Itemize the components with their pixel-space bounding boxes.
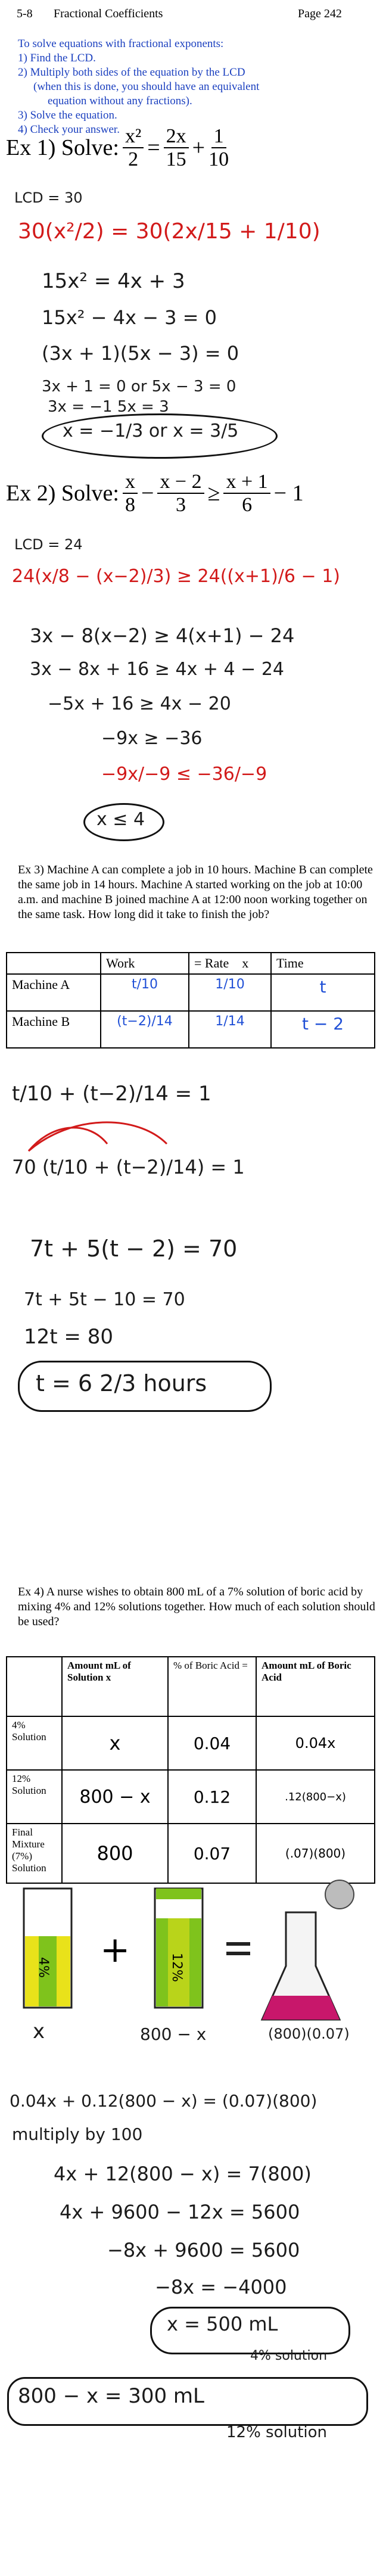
row-name: 12% Solution xyxy=(7,1770,62,1824)
header-amount: Amount mL of Solution x xyxy=(62,1657,168,1716)
ex4-step6: −8x = −4000 xyxy=(155,2276,287,2298)
ex1-step5: 3x = −1 5x = 3 xyxy=(48,398,169,416)
cell-acid: 0.04x xyxy=(256,1716,375,1770)
flask-mixture xyxy=(262,1880,354,2020)
header-acid: Amount mL of Boric Acid xyxy=(256,1657,375,1716)
ex3-step4: 7t + 5t − 10 = 70 xyxy=(24,1289,185,1310)
flask-label: (800)(0.07) xyxy=(268,2026,350,2042)
ex2-lcd: LCD = 24 xyxy=(14,536,83,553)
header-blank xyxy=(7,953,101,974)
intro-lead: To solve equations with fractional exponents: xyxy=(18,38,224,50)
ex1-multiply: 30(x²/2) = 30(2x/15 + 1/10) xyxy=(18,219,320,244)
page-number: Page 242 xyxy=(298,7,342,20)
ex2-label: Ex 2) Solve: xyxy=(6,481,119,506)
beaker-a-label: x xyxy=(33,2020,45,2043)
cell-acid: .12(800−x) xyxy=(256,1770,375,1824)
ex2-minus: − xyxy=(141,481,154,506)
ex2-step3: −5x + 16 ≥ 4x − 20 xyxy=(48,693,231,714)
ex4-step4: 4x + 9600 − 12x = 5600 xyxy=(60,2201,300,2223)
header-work: Work xyxy=(101,953,189,974)
cell-percent: 0.07 xyxy=(168,1824,256,1883)
step-3: 3) Solve the equation. xyxy=(18,109,117,122)
ex3-step2: 70 (t/10 + (t−2)/14) = 1 xyxy=(12,1156,245,1178)
ex2-term-a: $\frac{x}{8}$ xyxy=(123,471,138,517)
row-name: Final Mixture (7%) Solution xyxy=(7,1824,62,1883)
step-2: 2) Multiply both sides of the equation by the LCD xyxy=(18,66,245,79)
ex4-table xyxy=(6,1656,375,1884)
equals-sign xyxy=(226,1942,250,1955)
cell-rate: 1/14 xyxy=(189,1011,271,1048)
header-percent: % of Boric Acid = xyxy=(168,1657,256,1716)
table-header-row xyxy=(7,953,375,974)
ex1-plus: + xyxy=(192,135,206,161)
beaker-4-percent xyxy=(24,1889,71,2008)
ex1-step3: (3x + 1)(5x − 3) = 0 xyxy=(42,342,239,365)
ex4-step5: −8x + 9600 = 5600 xyxy=(107,2239,300,2261)
ex2-ge: ≥ xyxy=(207,481,220,506)
table-row xyxy=(7,1716,375,1770)
ex1-lhs: $\frac{\text{x²}}{2}$ xyxy=(123,125,144,171)
cell-amount: 800 − x xyxy=(62,1770,168,1824)
table-row xyxy=(7,1824,375,1883)
intro-steps xyxy=(18,37,375,137)
ex2-term-b: $\frac{x - 2}{3}$ xyxy=(157,471,204,517)
header-rate: = Rate x xyxy=(189,953,271,974)
row-name: Machine B xyxy=(7,1011,101,1048)
cell-acid: (.07)(800) xyxy=(256,1824,375,1883)
ex1-step2: 15x² − 4x − 3 = 0 xyxy=(42,306,217,329)
beaker-b-label: 800 − x xyxy=(140,2024,207,2044)
table-header-row xyxy=(7,1657,375,1716)
header-blank xyxy=(7,1657,62,1716)
ex3-step5: 12t = 80 xyxy=(24,1325,113,1349)
ex3-step3: 7t + 5(t − 2) = 70 xyxy=(30,1236,238,1262)
beaker-a-percent: 4% xyxy=(35,1957,51,1978)
plus-sign: + xyxy=(100,1929,130,1971)
ex4-step1: 0.04x + 0.12(800 − x) = (0.07)(800) xyxy=(10,2091,317,2111)
ex2-step5: −9x/−9 ≤ −36/−9 xyxy=(101,764,267,785)
ex1-equation xyxy=(6,125,232,171)
ex3-table xyxy=(6,952,375,1049)
cell-amount: 800 xyxy=(62,1824,168,1883)
step-2-cont: (when this is done, you should have an equivalent xyxy=(33,80,260,93)
step-4: 4) Check your answer. xyxy=(18,123,120,136)
page-title: Fractional Coefficients xyxy=(54,7,163,20)
ex4-answer1-note: 4% solution xyxy=(250,2348,328,2363)
ex2-tail: − 1 xyxy=(273,481,304,506)
ex4-problem: Ex 4) A nurse wishes to obtain 800 mL of a 7% solution of boric acid by mixing 4% and 12% solutions together. How much of each solution should be used? xyxy=(18,1585,375,1628)
beaker-b-percent: 12% xyxy=(169,1953,184,1982)
cell-work: t/10 xyxy=(101,974,189,1011)
step-2-cont2: equation without any fractions). xyxy=(48,95,192,107)
ex2-term-c: $\frac{x + 1}{6}$ xyxy=(223,471,270,517)
cell-percent: 0.12 xyxy=(168,1770,256,1824)
ex4-answer2: 800 − x = 300 mL xyxy=(18,2384,204,2408)
row-name: 4% Solution xyxy=(7,1716,62,1770)
cell-time: t xyxy=(271,974,375,1011)
cell-percent: 0.04 xyxy=(168,1716,256,1770)
table-row xyxy=(7,1770,375,1824)
ex1-lcd: LCD = 30 xyxy=(14,189,83,206)
ex2-step1: 3x − 8(x−2) ≥ 4(x+1) − 24 xyxy=(30,624,295,647)
step-1: 1) Find the LCD. xyxy=(18,52,96,64)
ex1-term1: $\frac{2x}{15}$ xyxy=(164,125,189,171)
beaker-12-percent xyxy=(155,1889,203,2008)
ex2-inequality xyxy=(6,471,304,517)
ex2-step2: 3x − 8x + 16 ≥ 4x + 4 − 24 xyxy=(30,659,285,680)
ex3-answer: t = 6 2/3 hours xyxy=(36,1370,207,1396)
ex2-multiply: 24(x/8 − (x−2)/3) ≥ 24((x+1)/6 − 1) xyxy=(12,566,340,587)
cell-time: t − 2 xyxy=(271,1011,375,1048)
ex4-step2: multiply by 100 xyxy=(12,2124,143,2144)
ex1-step1: 15x² = 4x + 3 xyxy=(42,269,185,293)
ex3-step1: t/10 + (t−2)/14 = 1 xyxy=(12,1082,211,1106)
ex1-answer: x = −1/3 or x = 3/5 xyxy=(63,421,239,441)
ex1-label: Ex 1) Solve: xyxy=(6,135,119,161)
ex1-term2: $\frac{1}{10}$ xyxy=(208,125,229,171)
ex2-step4: −9x ≥ −36 xyxy=(101,728,203,749)
ex4-step3: 4x + 12(800 − x) = 7(800) xyxy=(54,2163,312,2185)
ex4-answer1: x = 500 mL xyxy=(167,2313,278,2335)
ex3-distribute-arrows xyxy=(18,1120,185,1156)
cell-amount: x xyxy=(62,1716,168,1770)
ex1-equals: = xyxy=(147,135,160,161)
header-time: Time xyxy=(271,953,375,974)
ex1-step4: 3x + 1 = 0 or 5x − 3 = 0 xyxy=(42,378,236,396)
ex3-problem: Ex 3) Machine A can complete a job in 10 hours. Machine B can complete the same job in 14 hours. Machine A started working on the job at 10:00 a.m. and machine B joined machine A at 12:00 noon working together on the same task. How long did it take to finish the job? xyxy=(18,863,373,921)
section-number: 5-8 xyxy=(17,7,33,20)
table-row xyxy=(7,1011,375,1048)
row-name: Machine A xyxy=(7,974,101,1011)
cell-rate: 1/10 xyxy=(189,974,271,1011)
ex2-answer: x ≤ 4 xyxy=(96,809,145,830)
table-row xyxy=(7,974,375,1011)
cell-work: (t−2)/14 xyxy=(101,1011,189,1048)
ex4-answer2-note: 12% solution xyxy=(226,2423,328,2441)
